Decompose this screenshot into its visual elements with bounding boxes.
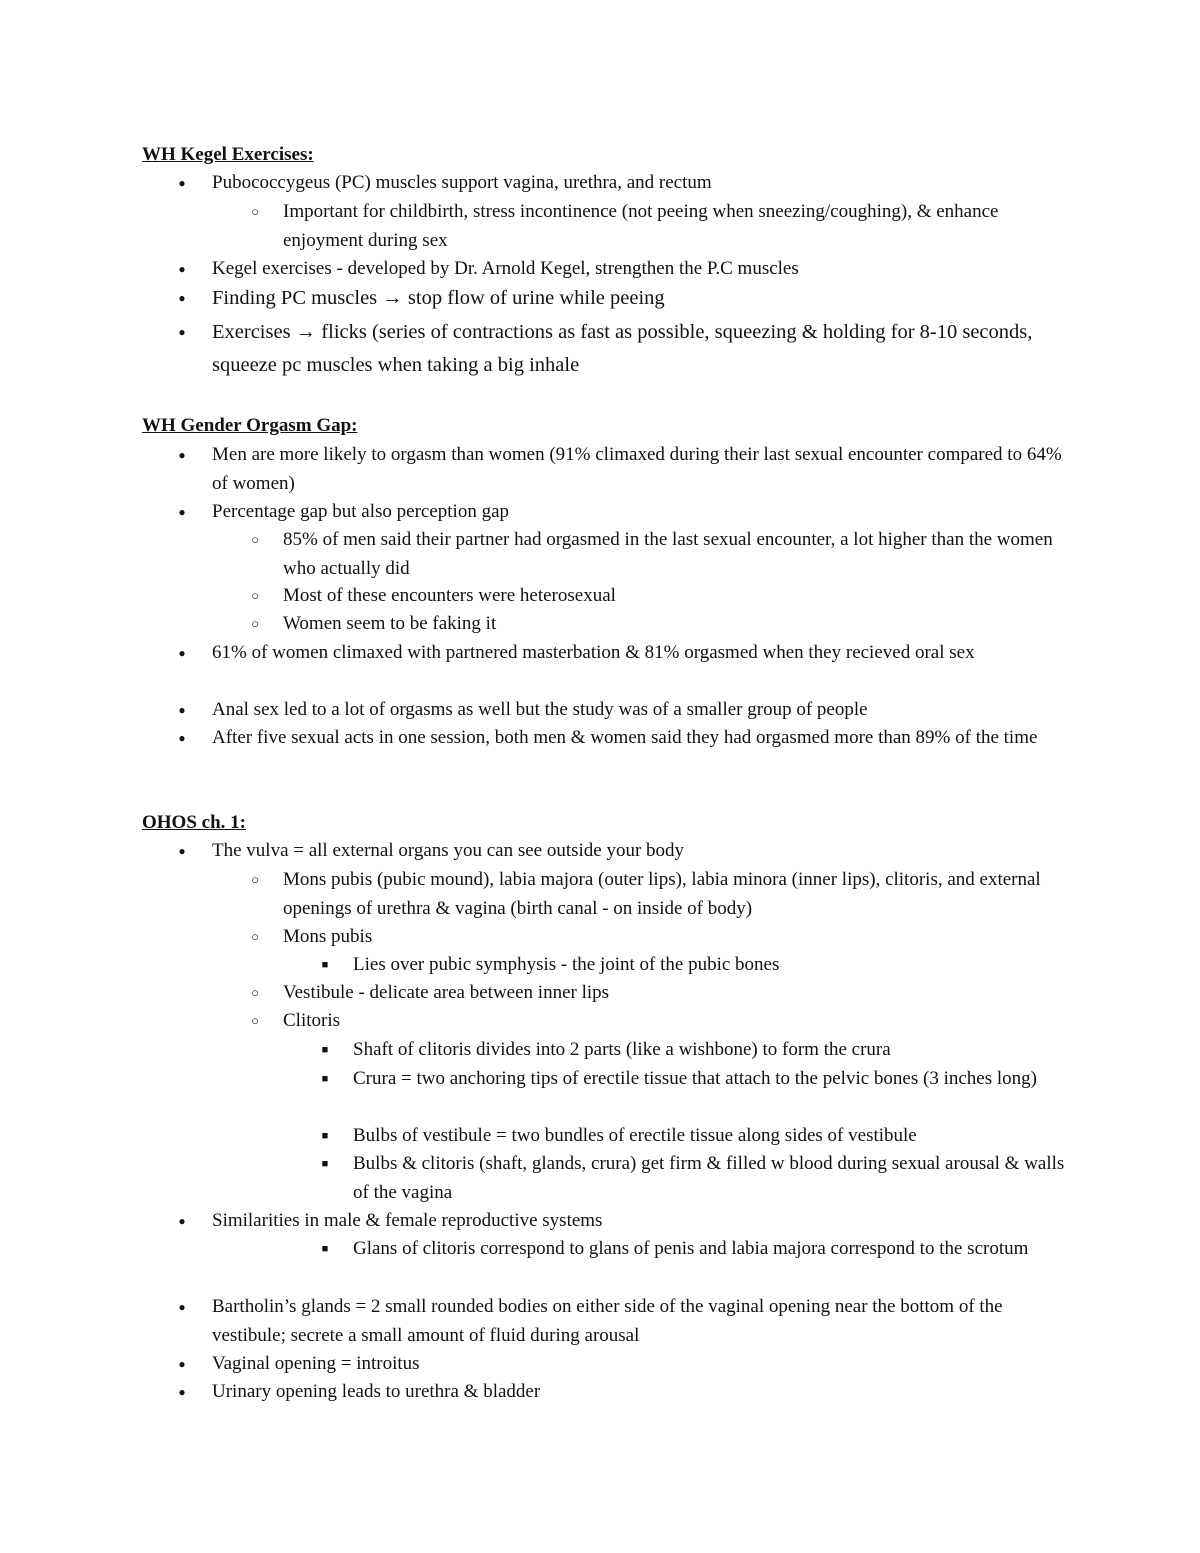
item-text: Percentage gap but also perception gap [212, 501, 510, 522]
list-item [321, 1065, 1072, 1094]
list-item [321, 1122, 1072, 1151]
list-item [251, 610, 1072, 639]
bullet-square-icon: ■ [321, 959, 329, 971]
bullet-circle-icon: ○ [251, 588, 259, 603]
bullet-disc-icon: ● [178, 1357, 186, 1371]
list-item [321, 1150, 1072, 1207]
item-text: 85% of men said their partner had orgasmed in the last sexual encounter, a lot higher than the women who actually did [283, 529, 1053, 579]
list-item [178, 169, 1072, 198]
list-item [251, 923, 1072, 952]
item-text: Bulbs & clitoris (shaft, glands, crura) get firm & filled w blood during sexual arousal & walls of the vagina [353, 1153, 1065, 1203]
item-text: Crura = two anchoring tips of erectile tissue that attach to the pelvic bones (3 inches long) [353, 1068, 1037, 1089]
item-text: Finding PC muscles → stop flow of urine while peeing [212, 287, 665, 309]
list-item [178, 1378, 1072, 1407]
item-text: Vaginal opening = introitus [212, 1353, 420, 1374]
section-heading: WH Kegel Exercises: [142, 144, 314, 165]
list-item [321, 1036, 1072, 1065]
bullet-disc-icon: ● [178, 646, 186, 660]
section-heading: WH Gender Orgasm Gap: [142, 415, 358, 436]
bullet-square-icon: ■ [321, 1073, 329, 1085]
list-item [178, 696, 1072, 725]
item-text: Mons pubis [283, 926, 373, 947]
list-item [321, 951, 1072, 980]
list-item [178, 498, 1072, 527]
item-text: Anal sex led to a lot of orgasms as well but the study was of a smaller group of people [212, 699, 868, 720]
bullet-circle-icon: ○ [251, 929, 259, 944]
item-text: Women seem to be faking it [283, 613, 497, 634]
list-item [178, 639, 1072, 668]
item-text: Most of these encounters were heterosexual [283, 585, 616, 606]
list-item [178, 282, 1072, 315]
item-text: Pubococcygeus (PC) muscles support vagina, urethra, and rectum [212, 172, 712, 193]
bullet-disc-icon: ● [178, 176, 186, 190]
item-text: Clitoris [283, 1010, 341, 1031]
item-text: Bulbs of vestibule = two bundles of erectile tissue along sides of vestibule [353, 1125, 917, 1146]
bullet-square-icon: ■ [321, 1158, 329, 1170]
item-text: Important for childbirth, stress incontinence (not peeing when sneezing/coughing), & enhance enjoyment during sex [283, 201, 999, 251]
list-item [178, 1207, 1072, 1236]
bullet-circle-icon: ○ [251, 872, 259, 887]
item-text: Men are more likely to orgasm than women (91% climaxed during their last sexual encounter compared to 64% of women) [212, 444, 1062, 494]
bullet-disc-icon: ● [178, 448, 186, 462]
bullet-square-icon: ■ [321, 1044, 329, 1056]
bullet-disc-icon: ● [178, 703, 186, 717]
item-text: The vulva = all external organs you can see outside your body [212, 840, 685, 861]
section-heading: OHOS ch. 1: [142, 812, 246, 833]
list-item [178, 1293, 1072, 1350]
bullet-circle-icon: ○ [251, 985, 259, 1000]
bullet-disc-icon: ● [178, 505, 186, 519]
bullet-disc-icon: ● [178, 325, 186, 339]
item-text: Similarities in male & female reproductive systems [212, 1210, 603, 1231]
list-item [251, 582, 1072, 611]
bullet-disc-icon: ● [178, 291, 186, 305]
item-text: Lies over pubic symphysis - the joint of the pubic bones [353, 954, 780, 975]
bullet-disc-icon: ● [178, 1385, 186, 1399]
item-text: Exercises → flicks (series of contractions as fast as possible, squeezing & holding for 8-10 seconds, squeeze pc muscles when taking a big inhale [212, 321, 1033, 376]
bullet-disc-icon: ● [178, 262, 186, 276]
item-text: Glans of clitoris correspond to glans of penis and labia majora correspond to the scrotum [353, 1238, 1029, 1259]
list-item [251, 1007, 1072, 1036]
list-item [251, 866, 1072, 923]
bullet-circle-icon: ○ [251, 204, 259, 219]
item-text: Mons pubis (pubic mound), labia majora (outer lips), labia minora (inner lips), clitoris, and external openings of urethra & vagina (birth canal - on inside of body) [283, 869, 1041, 919]
bullet-circle-icon: ○ [251, 1013, 259, 1028]
list-item [178, 1350, 1072, 1379]
list-item [178, 837, 1072, 866]
bullet-disc-icon: ● [178, 1214, 186, 1228]
bullet-disc-icon: ● [178, 1300, 186, 1314]
item-text: Urinary opening leads to urethra & bladder [212, 1381, 541, 1402]
list-item [178, 724, 1072, 753]
item-text: Shaft of clitoris divides into 2 parts (like a wishbone) to form the crura [353, 1039, 891, 1060]
bullet-circle-icon: ○ [251, 616, 259, 631]
list-item [321, 1235, 1072, 1264]
bullet-circle-icon: ○ [251, 532, 259, 547]
item-text: After five sexual acts in one session, both men & women said they had orgasmed more than 89% of the time [212, 727, 1038, 748]
item-text: Bartholin’s glands = 2 small rounded bodies on either side of the vaginal opening near the bottom of the vestibule; secrete a small amount of fluid during arousal [212, 1296, 1003, 1346]
item-text: Vestibule - delicate area between inner lips [283, 982, 610, 1003]
list-item [178, 255, 1072, 284]
item-text: 61% of women climaxed with partnered masterbation & 81% orgasmed when they recieved oral sex [212, 642, 975, 663]
bullet-square-icon: ■ [321, 1130, 329, 1142]
list-item [251, 526, 1072, 583]
bullet-square-icon: ■ [321, 1243, 329, 1255]
bullet-disc-icon: ● [178, 844, 186, 858]
item-text: Kegel exercises - developed by Dr. Arnold Kegel, strengthen the P.C muscles [212, 258, 799, 279]
list-item [178, 441, 1072, 498]
list-item [251, 198, 1072, 255]
list-item [178, 316, 1072, 382]
bullet-disc-icon: ● [178, 731, 186, 745]
list-item [251, 979, 1072, 1008]
